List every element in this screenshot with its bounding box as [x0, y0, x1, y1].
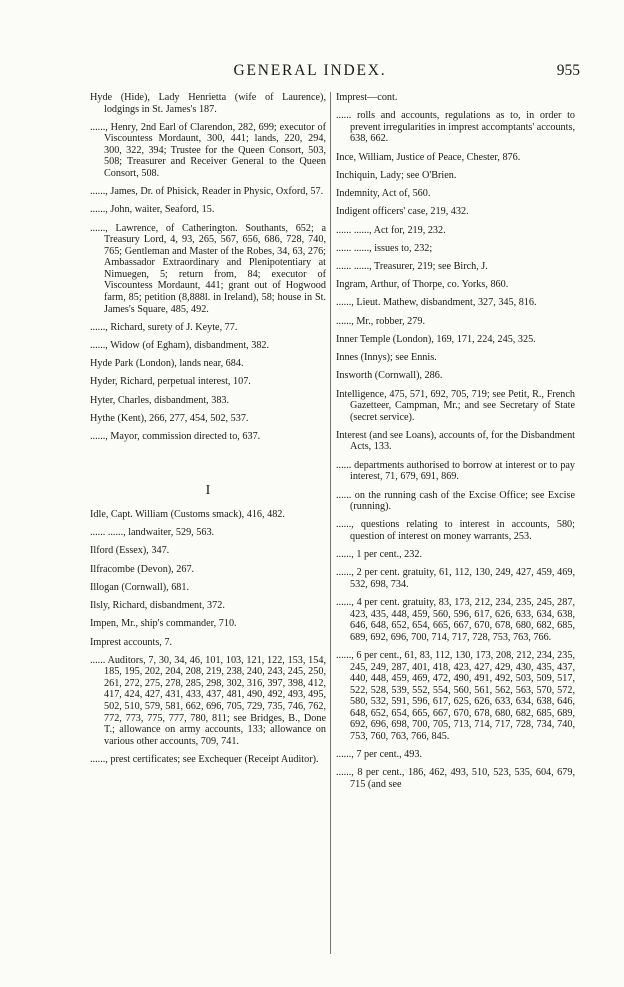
index-entry: ......, Lawrence, of Catherington. Southants, 652; a Treasury Lord, 4, 93, 265, 567, 656, 686, 728, 740, 765; Gentleman and Master of the Robes, 34, 63, 276; Ambassador Extraordinary and Plenipotentiary at Nimuegen, 5; return from, 84; executor of Viscountess Mordaunt, 441; grant out of Hogwood farm, 85; petition (8,888l. in Ireland), 58; house in St. James's Square, 485, 492. [90, 222, 326, 315]
index-entry: ......, prest certificates; see Exchequer (Receipt Auditor). [90, 753, 319, 765]
index-entry: ......, 4 per cent. gratuity, 83, 173, 212, 234, 235, 245, 287, 423, 435, 448, 459, 560, 596, 617, 626, 633, 634, 638, 646, 648, 652, 654, 665, 667, 670, 678, 680, 682, 685, 689, 692, 696, 700, 714, 717, 728, 753, 763, 766. [336, 597, 575, 643]
index-entry: ......, Lieut. Mathew, disbandment, 327, 345, 816. [336, 297, 537, 309]
index-entry: ......, 1 per cent., 232. [336, 549, 423, 561]
index-entry: ......, questions relating to interest in accounts, 580; question of interest on money warrants, 253. [336, 519, 575, 542]
index-entry: Impen, Mr., ship's commander, 710. [90, 618, 237, 630]
index-entry: ......, 7 per cent., 493. [336, 749, 423, 761]
index-entry: Ilford (Essex), 347. [90, 545, 170, 557]
index-entry: ...... ......, issues to, 232; [336, 242, 433, 254]
index-entry: ......, Widow (of Egham), disbandment, 382. [90, 339, 270, 351]
index-entry: Indemnity, Act of, 560. [336, 188, 431, 200]
index-entry: ......, James, Dr. of Phisick, Reader in Physic, Oxford, 57. [90, 186, 324, 198]
index-entry: Intelligence, 475, 571, 692, 705, 719; see Petit, R., French Gazetteer, Campman, Mr.; and see Secretary of State (secret service). [336, 388, 575, 423]
index-entry: Imprest accounts, 7. [90, 636, 173, 648]
index-entry: ......, 2 per cent. gratuity, 61, 112, 130, 249, 427, 459, 469, 532, 698, 734. [336, 567, 575, 590]
index-entry: Interest (and see Loans), accounts of, for the Disbandment Acts, 133. [336, 429, 575, 453]
index-entry: ...... departments authorised to borrow at interest or to pay interest, 71, 679, 691, 869. [336, 459, 575, 483]
index-entry: ......, Richard, surety of J. Keyte, 77. [90, 321, 238, 333]
index-entry: Hyder, Richard, perpetual interest, 107. [90, 376, 251, 388]
index-entry: Inner Temple (London), 169, 171, 224, 245, 325. [336, 333, 536, 345]
index-entry: ......, Mayor, commission directed to, 637. [90, 431, 261, 443]
index-entry: Ilsly, Richard, disbandment, 372. [90, 600, 225, 612]
index-entry: ...... Auditors, 7, 30, 34, 46, 101, 103, 121, 122, 153, 154, 185, 195, 202, 204, 208, 219, 238, 240, 243, 245, 250, 261, 272, 275, 278, 285, 298, 302, 316, 397, 398, 412, 417, 424, 427, 431, 433, 437, 481, 490, 492, 493, 495, 502, 510, 579, 581, 662, 696, 705, 729, 735, 746, 762, 772, 773, 775, 777, 780, 811; see Bridges, B., Done T.; allowance on army accounts, 133; allowance on various other accounts, 709, 741. [90, 654, 326, 747]
index-entry: Hythe (Kent), 266, 277, 454, 502, 537. [90, 412, 249, 424]
index-entry: Innes (Innys); see Ennis. [336, 352, 437, 364]
index-entry: Insworth (Cornwall), 286. [336, 370, 443, 382]
index-entry: ......, John, waiter, Seaford, 15. [90, 204, 215, 216]
index-entry: Illogan (Cornwall), 681. [90, 581, 190, 593]
left-column [90, 92, 326, 772]
index-entry: ...... ......, Act for, 219, 232. [336, 224, 446, 236]
page-title: GENERAL INDEX. [233, 62, 387, 79]
right-column [336, 92, 575, 797]
index-entry: ......, Henry, 2nd Earl of Clarendon, 282, 699; executor of Viscountess Mordaunt, 300, 441; lands, 220, 294, 300, 322, 394; Trustee for the Queen Consort, 503, 508; Treasurer and Receiver General to the Queen Consort, 508. [90, 121, 326, 179]
index-entry: ...... rolls and accounts, regulations as to, in order to prevent irregularities in imprest accomptants' accounts, 638, 662. [336, 110, 575, 145]
index-entry: ...... ......, landwaiter, 529, 563. [90, 527, 215, 539]
index-entry: Ilfracombe (Devon), 267. [90, 563, 195, 575]
index-entry: Idle, Capt. William (Customs smack), 416, 482. [90, 508, 285, 520]
index-entry: Indigent officers' case, 219, 432. [336, 206, 469, 218]
index-entry: Ingram, Arthur, of Thorpe, co. Yorks, 860. [336, 279, 509, 291]
index-entry: Hyde (Hide), Lady Henrietta (wife of Laurence), lodgings in St. James's 187. [90, 92, 326, 115]
index-entry: ...... ......, Treasurer, 219; see Birch, J. [336, 260, 488, 272]
index-entry: Hyter, Charles, disbandment, 383. [90, 394, 230, 406]
index-entry: ......, 6 per cent., 61, 83, 112, 130, 173, 208, 212, 234, 235, 245, 249, 287, 401, 418, 423, 427, 429, 430, 435, 437, 440, 448, 459, 469, 472, 490, 491, 492, 503, 509, 517, 522, 528, 539, 552, 554, 560, 561, 562, 563, 570, 572, 580, 532, 591, 596, 617, 625, 626, 633, 634, 638, 646, 648, 652, 654, 665, 667, 670, 678, 680, 682, 685, 689, 692, 696, 698, 700, 705, 713, 714, 717, 728, 734, 740, 753, 760, 763, 766, 845. [336, 649, 575, 742]
index-entry: Imprest—cont. [336, 92, 398, 103]
index-entry: Inchiquin, Lady; see O'Brien. [336, 169, 457, 181]
index-entry: ......, Mr., robber, 279. [336, 315, 426, 327]
page-header [90, 62, 580, 86]
index-entry: ......, 8 per cent., 186, 462, 493, 510, 523, 535, 604, 679, 715 (and see [336, 767, 575, 790]
column-divider [330, 92, 331, 954]
page-number: 955 [556, 62, 580, 79]
index-entry: Hyde Park (London), lands near, 684. [90, 358, 244, 370]
section-letter: I [205, 483, 211, 499]
index-entry: ...... on the running cash of the Excise Office; see Excise (running). [336, 489, 575, 513]
index-entry: Ince, William, Justice of Peace, Chester, 876. [336, 151, 521, 163]
